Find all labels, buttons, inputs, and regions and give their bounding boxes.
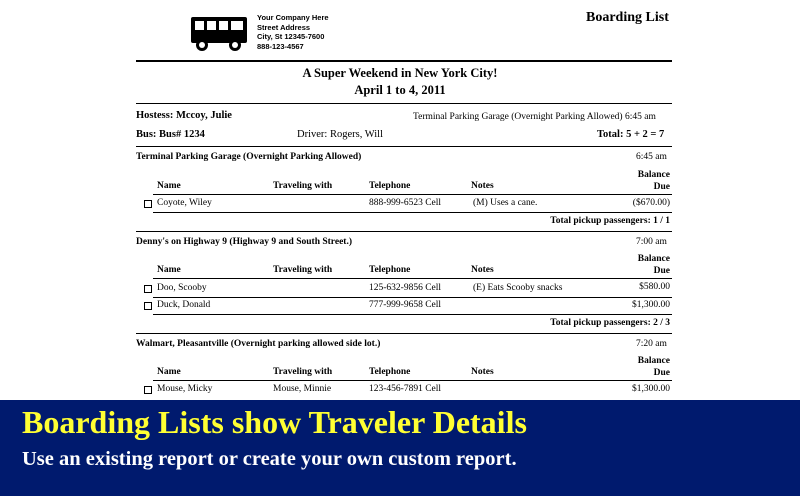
row-divider (153, 314, 672, 315)
passenger-balance: $1,300.00 (632, 300, 670, 310)
total-passengers: Total: 5 + 2 = 7 (597, 129, 665, 140)
col-balance-due (600, 253, 670, 277)
passenger-name: Duck, Donald (157, 300, 211, 310)
hostess: Hostess: Mccoy, Julie (136, 110, 232, 121)
col-balance-line1: Balance (637, 254, 670, 264)
passenger-balance: $580.00 (639, 282, 670, 292)
company-phone: 888-123-4567 (257, 41, 304, 51)
passenger-phone: 125-632-9856 Cell (369, 283, 442, 293)
trip-name: A Super Weekend in New York City! (302, 66, 498, 80)
passenger-notes: (E) Eats Scooby snacks (473, 283, 563, 293)
passenger-traveling-with: Mouse, Minnie (273, 384, 332, 394)
col-notes: Notes (471, 367, 494, 377)
stop-time: 6:45 am (636, 152, 667, 162)
checkbox[interactable] (144, 285, 152, 293)
stop-total: Total pickup passengers: 2 / 3 (550, 318, 670, 328)
col-balance-line2: Due (653, 266, 670, 276)
row-divider (153, 212, 672, 213)
passenger-name: Coyote, Wiley (157, 198, 212, 208)
col-telephone: Telephone (369, 367, 411, 377)
stop-total: Total pickup passengers: 1 / 1 (550, 216, 670, 226)
col-notes: Notes (471, 265, 494, 275)
caption-banner (0, 400, 800, 496)
col-notes: Notes (471, 181, 494, 191)
col-balance-line2: Due (653, 182, 670, 192)
passenger-balance: ($670.00) (632, 198, 670, 208)
col-traveling-with: Traveling with (273, 367, 333, 377)
passenger-phone: 123-456-7891 Cell (369, 384, 442, 394)
first-stop: Terminal Parking Garage (Overnight Parking Allowed) 6:45 am (413, 112, 656, 122)
stop-time: 7:20 am (636, 339, 667, 349)
col-balance-due (600, 355, 670, 379)
stop-location: Denny's on Highway 9 (Highway 9 and South Street.) (136, 237, 352, 247)
passenger-phone: 888-999-6523 Cell (369, 198, 442, 208)
trip-divider (136, 103, 672, 104)
banner-subtitle: Use an existing report or create your own custom report. (22, 448, 517, 470)
col-traveling-with: Traveling with (273, 265, 333, 275)
checkbox[interactable] (144, 200, 152, 208)
company-city: City, St 12345-7600 (257, 32, 325, 41)
checkbox[interactable] (144, 386, 152, 394)
col-balance-line1: Balance (637, 356, 670, 366)
company-info (257, 13, 329, 51)
col-balance-line1: Balance (637, 170, 670, 180)
stop-location: Walmart, Pleasantville (Overnight parking allowed side lot.) (136, 339, 381, 349)
trip-dates: April 1 to 4, 2011 (354, 83, 446, 97)
col-name: Name (157, 181, 181, 191)
passenger-phone: 777-999-9658 Cell (369, 300, 442, 310)
passenger-name: Mouse, Micky (157, 384, 213, 394)
column-divider (153, 380, 672, 381)
stop-divider (136, 333, 672, 334)
column-divider (153, 278, 672, 279)
column-divider (153, 194, 672, 195)
company-street: Street Address (257, 22, 311, 32)
summary-divider (136, 146, 672, 147)
checkbox[interactable] (144, 302, 152, 310)
stop-divider (136, 231, 672, 232)
stop-time: 7:00 am (636, 237, 667, 247)
passenger-name: Doo, Scooby (157, 283, 207, 293)
col-balance-line2: Due (653, 368, 670, 378)
report-title: Boarding List (586, 10, 669, 25)
col-telephone: Telephone (369, 181, 411, 191)
col-name: Name (157, 265, 181, 275)
stop-location: Terminal Parking Garage (Overnight Parking Allowed) (136, 152, 362, 162)
banner-title: Boarding Lists show Traveler Details (22, 404, 527, 440)
company-name: Your Company Here (257, 13, 329, 22)
row-divider (153, 297, 672, 298)
col-name: Name (157, 367, 181, 377)
passenger-notes: (M) Uses a cane. (473, 198, 538, 208)
bus-number: Bus: Bus# 1234 (136, 129, 205, 140)
col-telephone: Telephone (369, 265, 411, 275)
col-traveling-with: Traveling with (273, 181, 333, 191)
driver: Driver: Rogers, Will (297, 129, 383, 140)
col-balance-due (600, 169, 670, 193)
bus-icon (190, 14, 250, 54)
passenger-balance: $1,300.00 (632, 384, 670, 394)
header-divider (136, 60, 672, 62)
